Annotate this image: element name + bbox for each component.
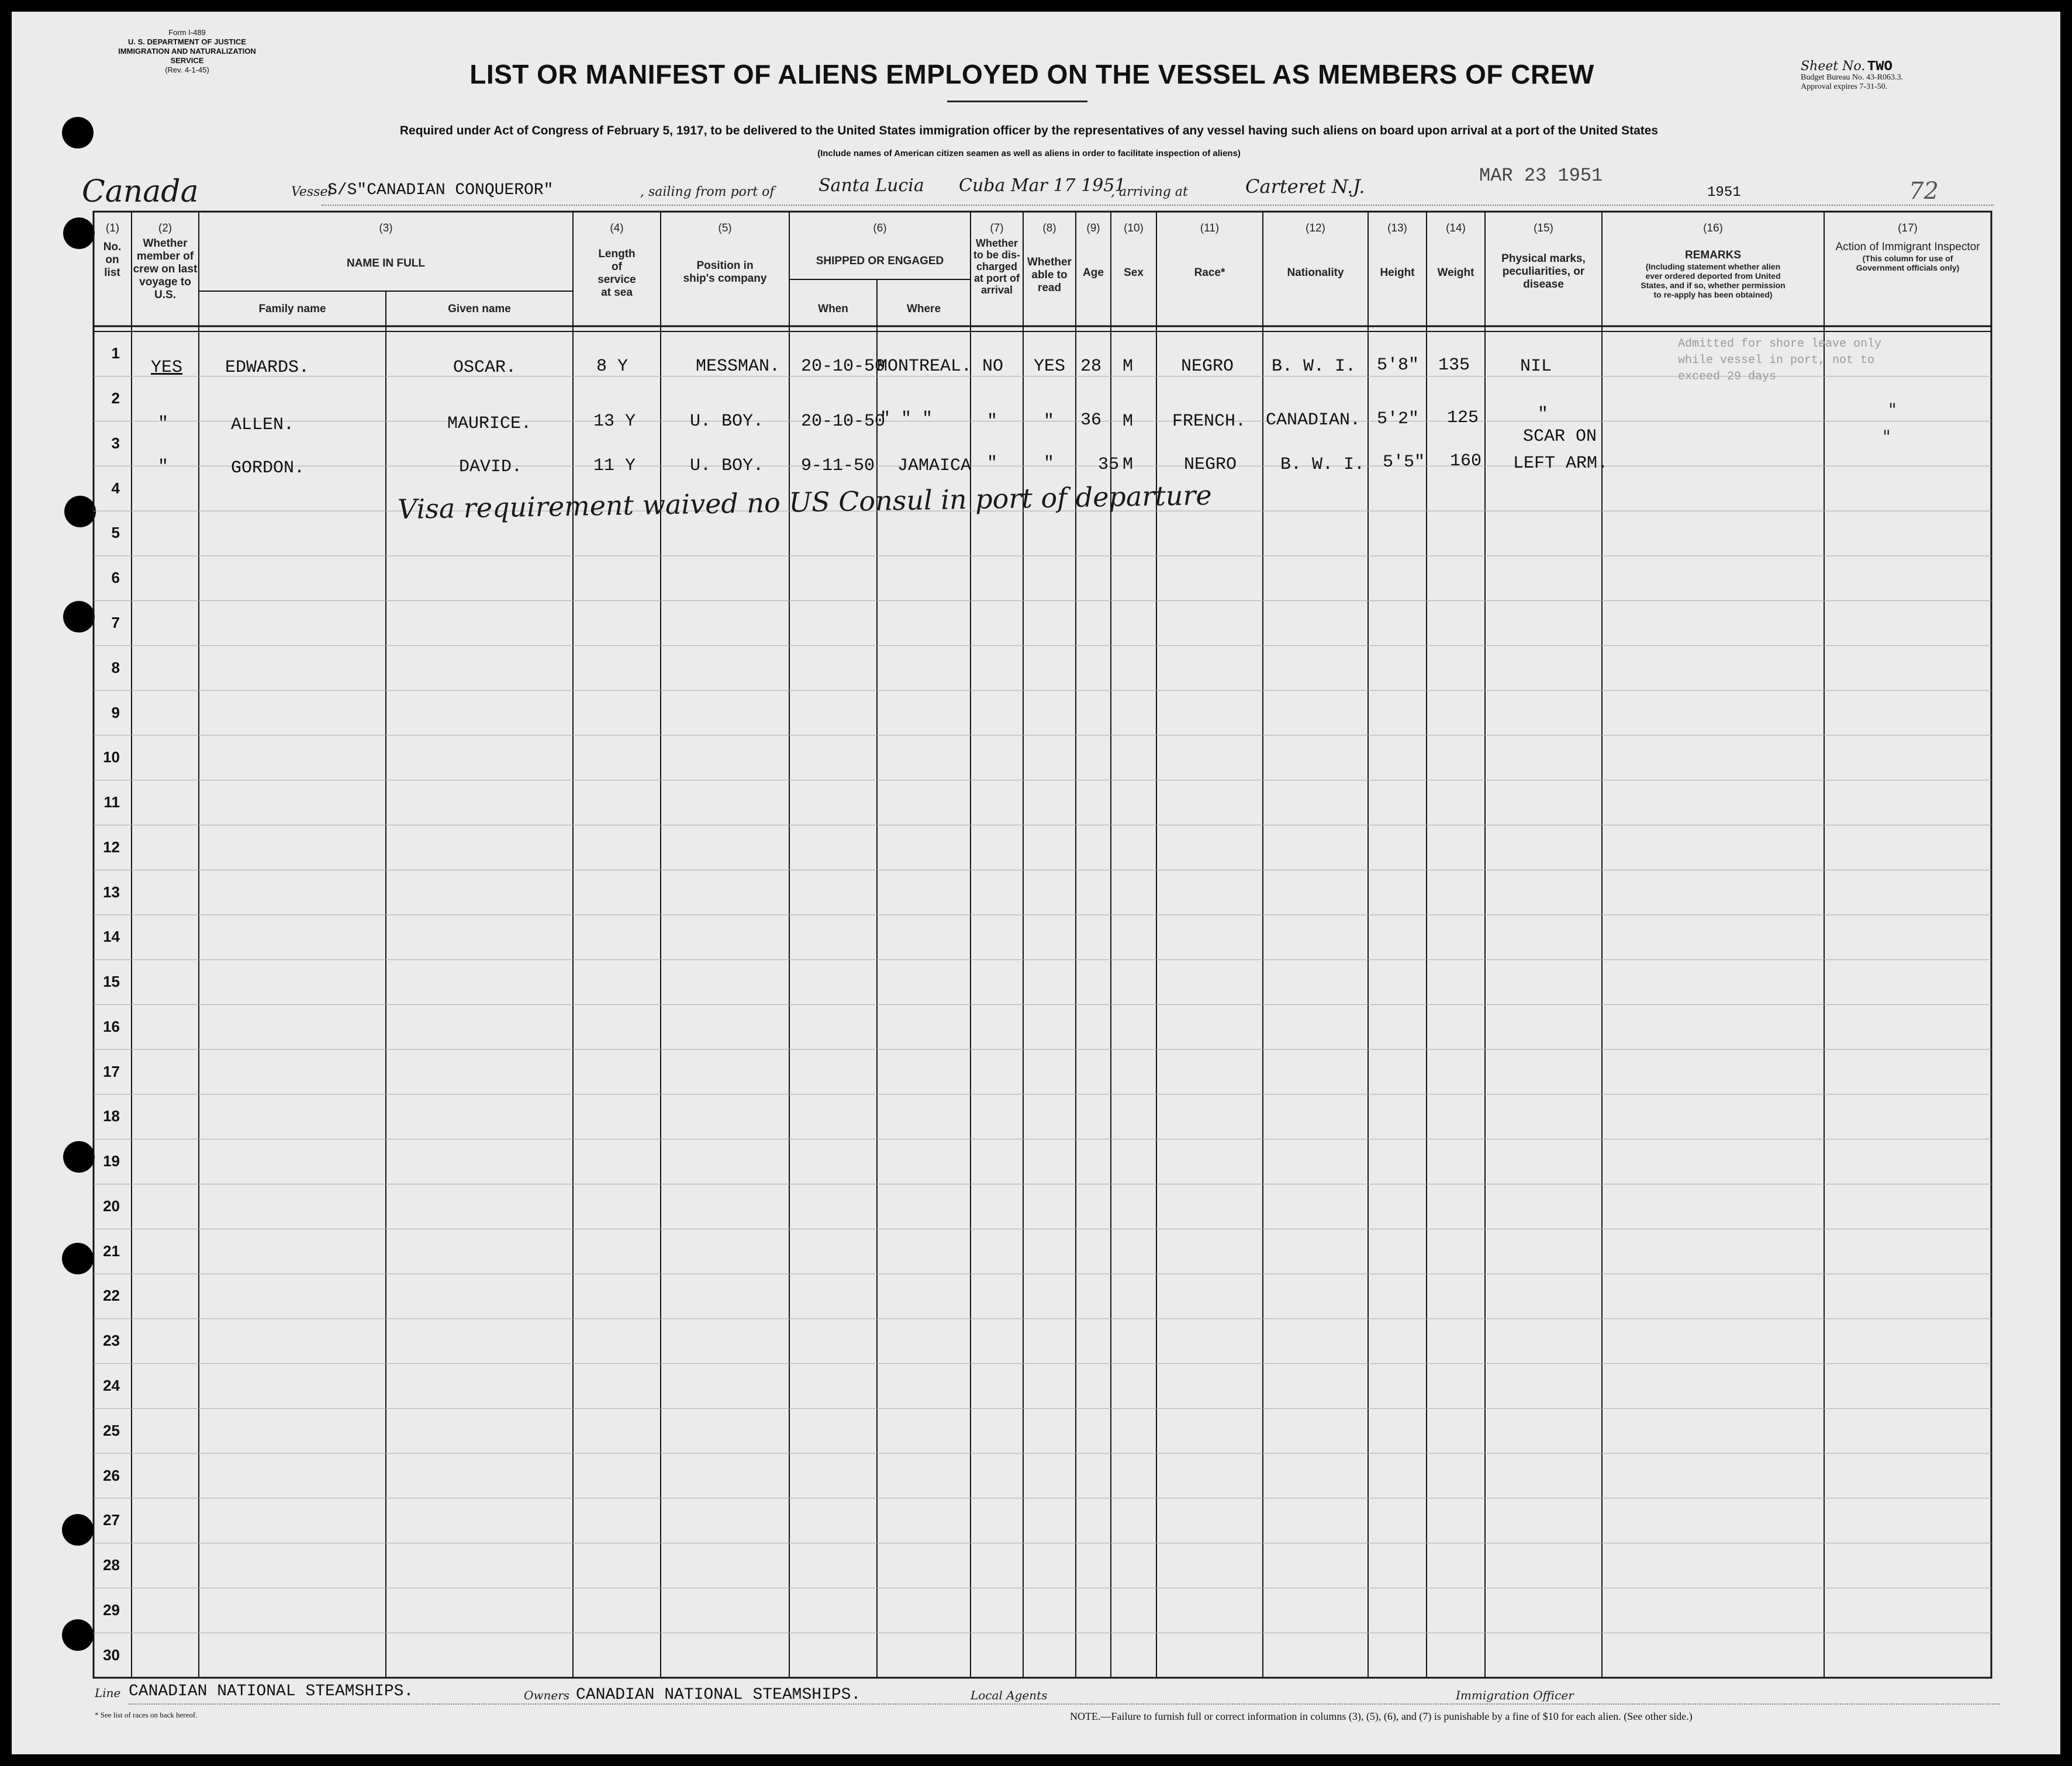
nationality: CANADIAN. (1266, 410, 1361, 430)
physical-marks: " (1538, 405, 1549, 424)
row-number: 20 (103, 1197, 120, 1215)
service-length: 8 Y (596, 357, 628, 376)
col-header-read: Whether able to read (1027, 256, 1072, 294)
vessel-name: S/S"CANADIAN CONQUEROR" (327, 181, 554, 199)
weight: 125 (1447, 408, 1479, 428)
races-note: * See list of races on back hereof. (95, 1710, 198, 1719)
col12-number: (12) (1306, 222, 1325, 234)
col8-number: (8) (1042, 222, 1056, 234)
family-name: EDWARDS. (225, 358, 310, 378)
nationality: B. W. I. (1280, 455, 1365, 475)
family-name: GORDON. (231, 458, 305, 478)
col-header-remarks-note: (Including statement whether alien ever ordered deported from United States, and if so, whether permission to re-apply has been obtained) (1641, 262, 1786, 299)
discharged: NO (982, 357, 1004, 376)
col-header-prev-voyage: Whether member of crew on last voyage to U.S. (133, 237, 198, 301)
row-number: 7 (111, 613, 120, 631)
row-number: 26 (103, 1466, 120, 1484)
col16-number: (16) (1703, 222, 1723, 234)
shipped-when: 20-10-50 (801, 412, 886, 431)
page-title: LIST OR MANIFEST OF ALIENS EMPLOYED ON THE VESSEL AS MEMBERS OF CREW (469, 59, 1594, 89)
col7-number: (7) (990, 222, 1004, 234)
approval-expiry: Approval expires 7-31-50. (1801, 82, 1888, 91)
row-number: 14 (103, 928, 120, 946)
row-number: 13 (103, 883, 120, 901)
row-number: 15 (103, 973, 120, 991)
col-header-name: NAME IN FULL (346, 257, 426, 269)
arriving-port: Carteret N.J. (1245, 175, 1365, 198)
prev-voyage: " (158, 414, 169, 434)
department-name: U. S. DEPARTMENT OF JUSTICE (128, 37, 246, 46)
shipped-where: JAMAICA (897, 456, 972, 476)
penalty-note: NOTE.—Failure to furnish full or correct information in columns (3), (5), (6), and (7) is punishable by a fine of $10 for each alien. (See other side.) (1070, 1710, 1693, 1722)
col-header-physical-marks: Physical marks, peculiarities, or disease (1501, 253, 1586, 291)
col-header-remarks: REMARKS (1684, 249, 1742, 261)
nationality: B. W. I. (1272, 357, 1356, 376)
col-header-nationality: Nationality (1287, 267, 1344, 279)
col2-number: (2) (158, 222, 172, 234)
arrival-year: 1951 (1707, 185, 1741, 201)
col9-number: (9) (1086, 222, 1100, 234)
row-number: 9 (111, 703, 120, 721)
col-header-inspector-note: (This column for use of Government officials only) (1856, 254, 1960, 272)
subnote: (Include names of American citizen seamen as well as aliens in order to facilitate inspection of aliens) (817, 148, 1241, 158)
discharged: " (987, 454, 998, 474)
sailing-port: Santa Lucia (819, 175, 924, 196)
country-handwritten: Canada (82, 174, 199, 209)
col-header-service: Length of service at sea (598, 248, 636, 299)
row-number: 27 (103, 1511, 120, 1529)
row-number: 1 (111, 344, 120, 362)
handwritten-note: Visa requirement waived no US Consul in port of departure (397, 479, 1213, 526)
service-length: 13 Y (593, 412, 636, 431)
row-number: 19 (103, 1152, 120, 1170)
physical-marks: LEFT ARM. (1513, 454, 1608, 474)
remarks-stamp-line3: exceed 29 days (1678, 370, 1777, 383)
row-number: 21 (103, 1242, 120, 1260)
able-to-read: " (1044, 412, 1055, 431)
col-header-given-name: Given name (448, 303, 511, 315)
prev-voyage: " (158, 457, 169, 477)
row-number: 2 (111, 389, 120, 407)
height: 5'5" (1383, 452, 1425, 472)
page-number: 72 (1909, 178, 1939, 205)
col-header-shipped: SHIPPED OR ENGAGED (816, 255, 944, 267)
col-header-position: Position in ship's company (683, 260, 767, 285)
col4-number: (4) (610, 222, 624, 234)
footer-agents-label: Local Agents (971, 1688, 1048, 1702)
race: NEGRO (1184, 455, 1237, 475)
col-header-family-name: Family name (258, 303, 326, 315)
given-name: OSCAR. (453, 358, 517, 378)
given-name: MAURICE. (447, 414, 532, 434)
col15-number: (15) (1534, 222, 1553, 234)
height: 5'8" (1377, 355, 1420, 375)
remarks-stamp-line2: while vessel in port, not to (1678, 354, 1875, 367)
row-number: 12 (103, 838, 120, 856)
race: FRENCH. (1172, 412, 1246, 431)
age: 28 (1080, 357, 1102, 376)
sex: M (1123, 357, 1134, 376)
vessel-label: Vessel (291, 185, 332, 199)
family-name: ALLEN. (231, 415, 295, 435)
row-number: 18 (103, 1107, 120, 1125)
col6-number: (6) (873, 222, 887, 234)
col-header-sex: Sex (1124, 267, 1144, 279)
col-header-weight: Weight (1437, 267, 1474, 279)
footer-owners-value: CANADIAN NATIONAL STEAMSHIPS. (576, 1686, 861, 1704)
col5-number: (5) (718, 222, 732, 234)
col1-number: (1) (105, 222, 120, 234)
row-number: 24 (103, 1377, 120, 1395)
row-number: 8 (111, 658, 120, 676)
position: U. BOY. (690, 412, 764, 431)
race: NEGRO (1181, 357, 1234, 376)
col-header-where: Where (906, 303, 941, 315)
physical-marks-line2: SCAR ON (1523, 427, 1597, 447)
row-number: 16 (103, 1017, 120, 1035)
row-number: 28 (103, 1556, 120, 1574)
row-number: 11 (103, 793, 120, 811)
arrival-stamp: MAR 23 1951 (1479, 165, 1603, 186)
weight: 160 (1450, 451, 1482, 471)
discharged: " (987, 412, 998, 431)
weight: 135 (1438, 355, 1470, 375)
inspector-mark: " (1883, 427, 1891, 447)
row-number: 29 (103, 1601, 120, 1619)
col-header-age: Age (1083, 267, 1104, 279)
manifest-sheet (12, 12, 2060, 1754)
col11-number: (11) (1200, 222, 1220, 234)
col-header-discharged: Whether to be dis-charged at port of arrival (973, 237, 1020, 296)
row-number: 6 (111, 569, 120, 587)
form-number: Form I-489 (168, 28, 206, 37)
row-number: 22 (103, 1287, 120, 1305)
budget-bureau-no: Budget Bureau No. 43-R063.3. (1801, 73, 1903, 82)
subtitle: Required under Act of Congress of February 5, 1917, to be delivered to the United States immigration officer by the representatives of any vessel having such aliens on board upon arrival at a port of the United States (399, 124, 1659, 137)
footer-line-value: CANADIAN NATIONAL STEAMSHIPS. (129, 1682, 414, 1701)
able-to-read: YES (1034, 357, 1066, 376)
shipped-where: MONTREAL. (877, 357, 972, 376)
row-number: 23 (103, 1332, 120, 1350)
arriving-label: , arriving at (1111, 185, 1188, 199)
shipped-when: 20-10-50 (801, 357, 886, 376)
shipped-when: 9-11-50 (801, 456, 875, 476)
col-header-race: Race* (1194, 267, 1225, 279)
able-to-read: " (1044, 454, 1055, 474)
footer-dotted-line (129, 1703, 2000, 1705)
height: 5'2" (1377, 409, 1420, 429)
row-number: 4 (111, 479, 120, 497)
physical-marks: NIL (1520, 357, 1552, 376)
row-number: 17 (103, 1062, 120, 1080)
shipped-where: " " " (880, 409, 933, 429)
col13-number: (13) (1387, 222, 1407, 234)
form-revision: (Rev. 4-1-45) (165, 65, 209, 74)
sex: M (1123, 412, 1134, 431)
col-header-inspector: Action of Immigrant Inspector (1835, 241, 1980, 253)
col-header-height: Height (1380, 267, 1415, 279)
footer-owners-label: Owners (524, 1688, 570, 1702)
service-length: 11 Y (593, 456, 636, 476)
given-name: DAVID. (459, 457, 523, 477)
prev-voyage: YES (151, 358, 183, 378)
position: MESSMAN. (696, 357, 781, 376)
remarks-stamp (1678, 336, 1881, 385)
age: 35 (1098, 455, 1120, 475)
col14-number: (14) (1446, 222, 1466, 234)
row-number: 5 (111, 524, 120, 542)
sailing-date: Cuba Mar 17 1951 (959, 175, 1126, 196)
remarks-stamp-line1: Admitted for shore leave only (1678, 337, 1882, 351)
row-number: 25 (103, 1421, 120, 1439)
col3-number: (3) (379, 222, 393, 234)
col17-number: (17) (1898, 222, 1918, 234)
row-number: 30 (103, 1646, 120, 1664)
sex: M (1123, 455, 1134, 475)
col-header-number: No. on list (103, 241, 122, 279)
inspector-mark: " (1888, 400, 1897, 420)
row-number: 10 (103, 748, 120, 766)
service-name: IMMIGRATION AND NATURALIZATION SERVICE (118, 47, 256, 65)
col10-number: (10) (1124, 222, 1144, 234)
col-header-when: When (818, 303, 848, 315)
footer-line-label: Line (95, 1686, 121, 1700)
sheet-number: TWO (1867, 59, 1893, 75)
position: U. BOY. (690, 456, 764, 476)
age: 36 (1080, 410, 1102, 430)
row-number: 3 (111, 434, 120, 452)
sailing-label: , sailing from port of (640, 185, 775, 199)
sheet-label: Sheet No. (1801, 59, 1866, 74)
footer-officer-label: Immigration Officer (1456, 1688, 1574, 1702)
